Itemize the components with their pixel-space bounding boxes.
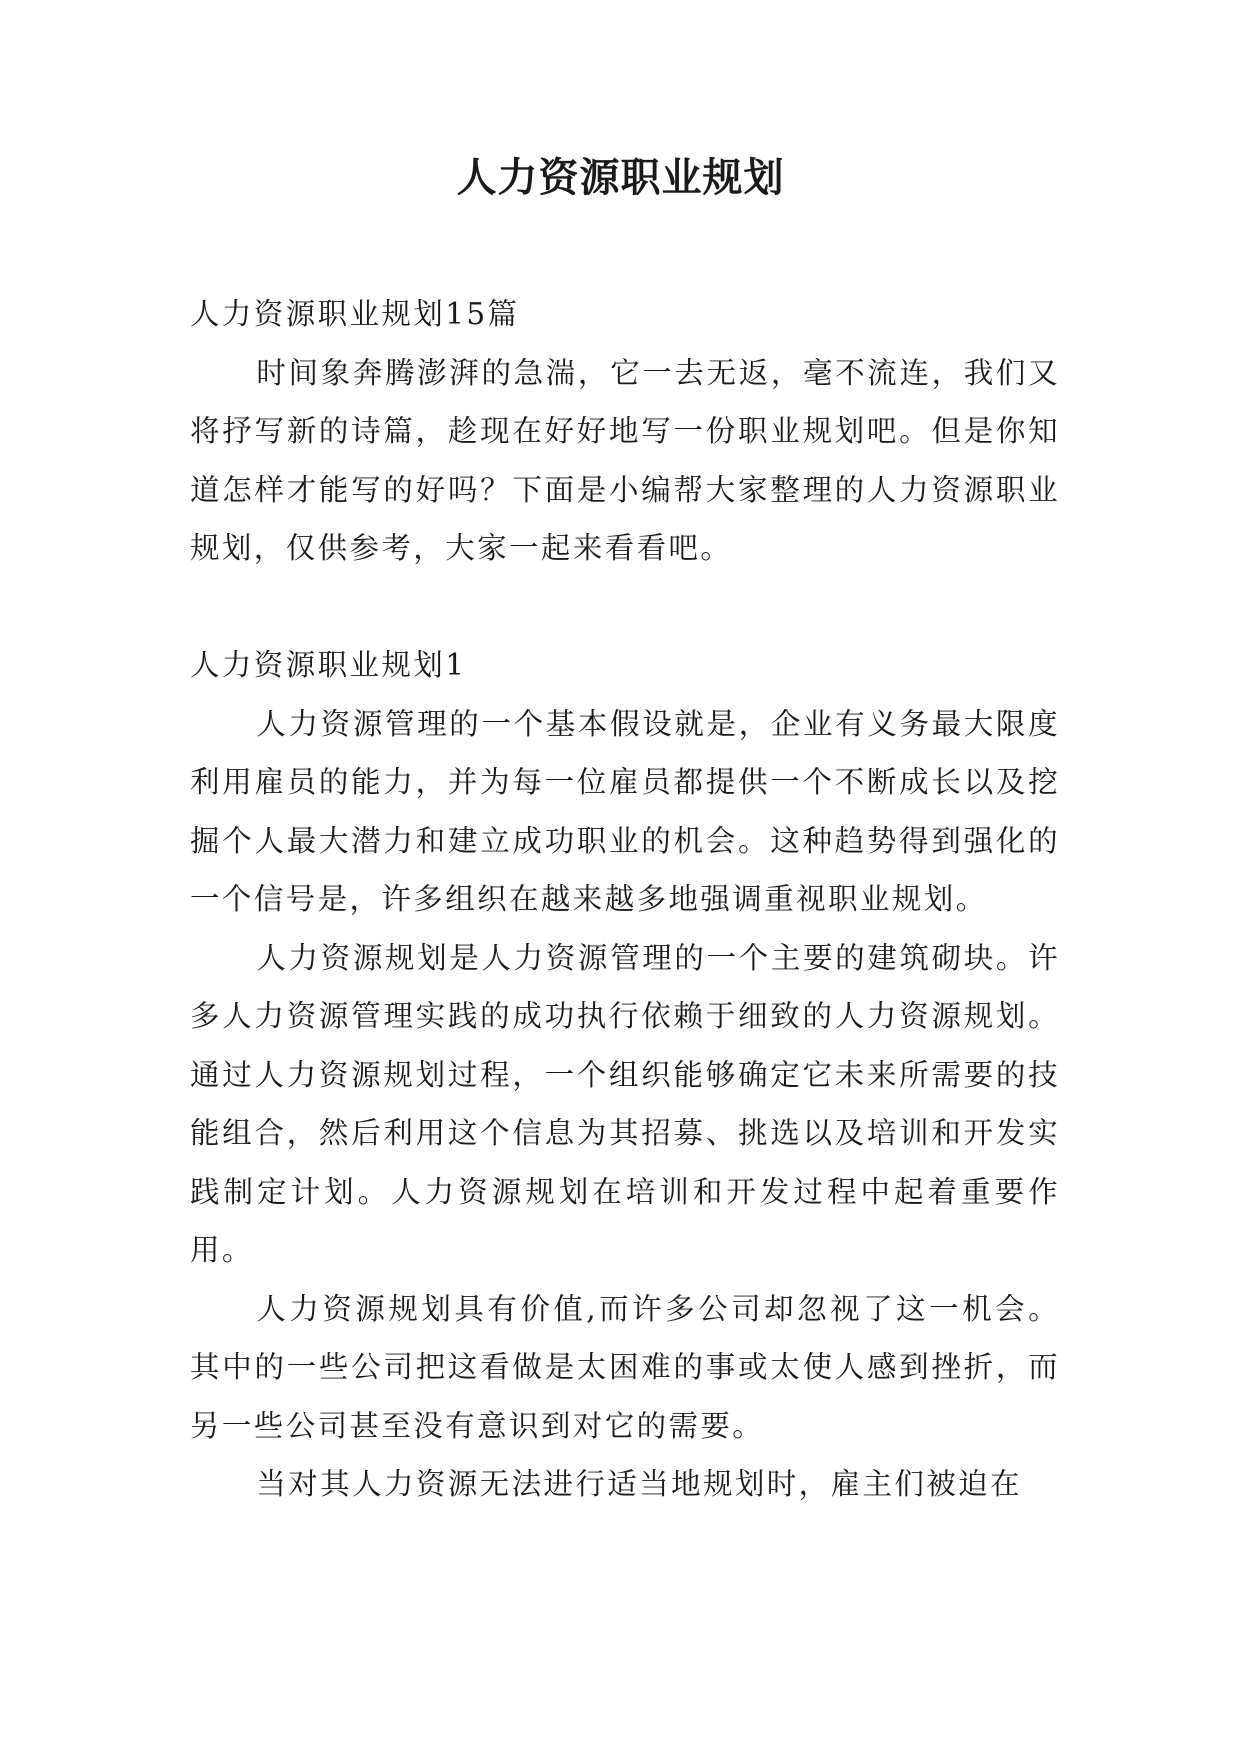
document-subtitle: 人力资源职业规划15篇	[190, 297, 520, 331]
section-spacer	[190, 578, 1060, 637]
body-paragraph: 人力资源规划具有价值,而许多公司却忽视了这一机会。其中的一些公司把这看做是太困难的事或太使人感到挫折，而另一些公司甚至没有意识到对它的需要。	[190, 1291, 1060, 1443]
document-title: 人力资源职业规划	[456, 154, 785, 201]
body-paragraph: 人力资源管理的一个基本假设就是，企业有义务最大限度利用雇员的能力，并为每一位雇员都提供一个不断成长以及挖掘个人最大潜力和建立成功职业的机会。这种趋势得到强化的一个信号是，许多组织在越来越多地强调重视职业规划。	[190, 706, 1060, 916]
intro-paragraph: 时间象奔腾澎湃的急湍，它一去无返，毫不流连，我们又将抒写新的诗篇，趁现在好好地写一份职业规划吧。但是你知道怎样才能写的好吗？下面是小编帮大家整理的人力资源职业规划，仅供参考，大家一起来看看吧。	[190, 355, 1060, 565]
document-body	[190, 285, 1060, 1514]
section-heading: 人力资源职业规划1	[190, 648, 467, 682]
body-paragraph: 人力资源规划是人力资源管理的一个主要的建筑砌块。许多人力资源管理实践的成功执行依赖于细致的人力资源规划。通过人力资源规划过程，一个组织能够确定它未来所需要的技能组合，然后利用这个信息为其招募、挑选以及培训和开发实践制定计划。人力资源规划在培训和开发过程中起着重要作用。	[190, 940, 1060, 1267]
body-paragraph: 当对其人力资源无法进行适当地规划时，雇主们被迫在	[256, 1467, 1022, 1501]
